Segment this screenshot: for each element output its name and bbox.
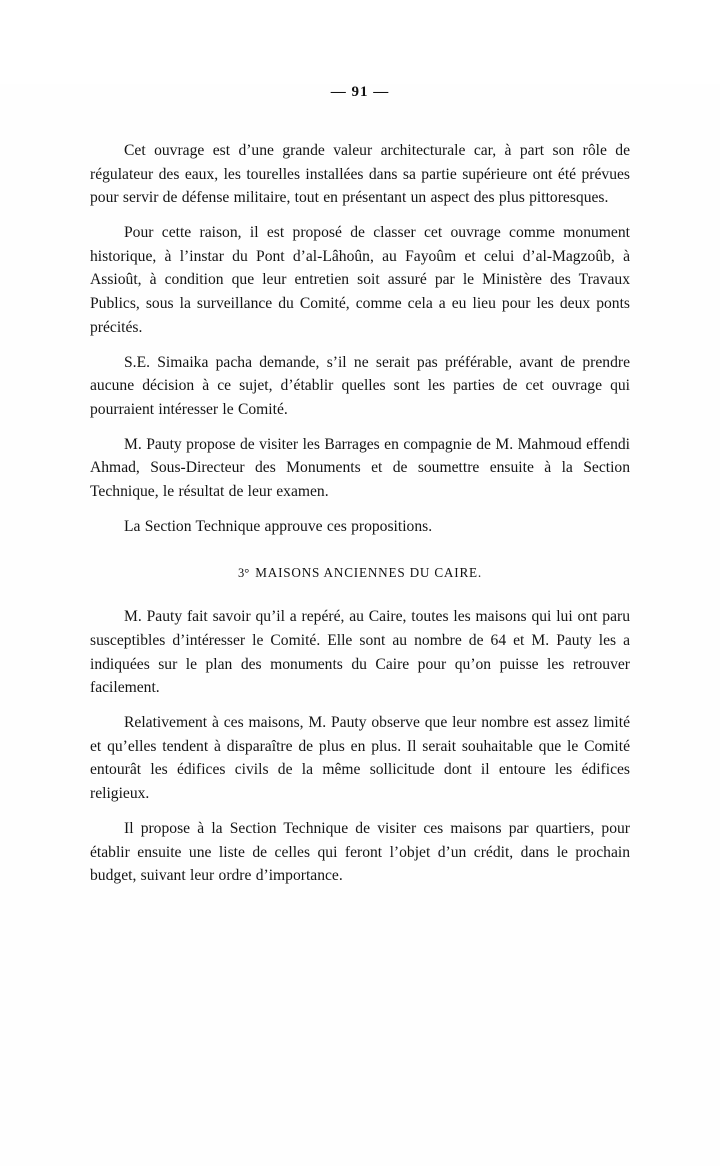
page-body xyxy=(90,101,630,888)
section-heading-title: MAISONS ANCIENNES DU CAIRE. xyxy=(255,565,482,581)
paragraph: S.E. Simaika pacha demande, s’il ne serait pas préférable, avant de prendre aucune décision à ce sujet, d’établir quelles sont les parties de cet ouvrage qui pourraient intéresser le Comité. xyxy=(90,353,630,418)
paragraph: M. Pauty propose de visiter les Barrages en compagnie de M. Mahmoud effendi Ahmad, Sous-Directeur des Monuments et de soumettre ensuite à la Section Technique, le résultat de leur examen. xyxy=(90,435,630,500)
document-page xyxy=(0,84,720,1166)
section-heading-number: 3° xyxy=(237,566,250,581)
paragraph: Relativement à ces maisons, M. Pauty observe que leur nombre est assez limité et qu’elles tendent à disparaître de plus en plus. Il serait souhaitable que le Comité entourât les édifices civils de la même sollicitude dont il entoure les édifices religieux. xyxy=(90,714,630,803)
paragraph: Cet ouvrage est d’une grande valeur architecturale car, à part son rôle de régulateur des eaux, les tourelles installées dans sa partie supérieure ont été prévues pour servir de défense militaire, tout en présentant un aspect des plus pittoresques. xyxy=(90,142,630,207)
paragraph: M. Pauty fait savoir qu’il a repéré, au Caire, toutes les maisons qui lui ont paru susceptibles d’intéresser le Comité. Elle sont au nombre de 64 et M. Pauty les a indiquées sur le plan des monuments du Caire pour qu’on puisse les retrouver facilement. xyxy=(90,608,630,697)
paragraph: Pour cette raison, il est proposé de classer cet ouvrage comme monument historique, à l’instar du Pont d’al-Lâhoûn, au Fayoûm et celui d’al-Magzoûb, à Assioût, à condition que leur entretien soit assuré par le Ministère des Travaux Publics, sous la surveillance du Comité, comme cela a eu lieu pour les deux ponts précités. xyxy=(90,224,630,336)
page-number: — 91 — xyxy=(330,84,390,100)
paragraph: La Section Technique approuve ces propositions. xyxy=(124,517,433,535)
section-heading xyxy=(90,565,630,581)
paragraph: Il propose à la Section Technique de visiter ces maisons par quartiers, pour établir ensuite une liste de celles qui feront l’objet d’un crédit, dans le prochain budget, suivant leur ordre d’importance. xyxy=(90,819,630,885)
